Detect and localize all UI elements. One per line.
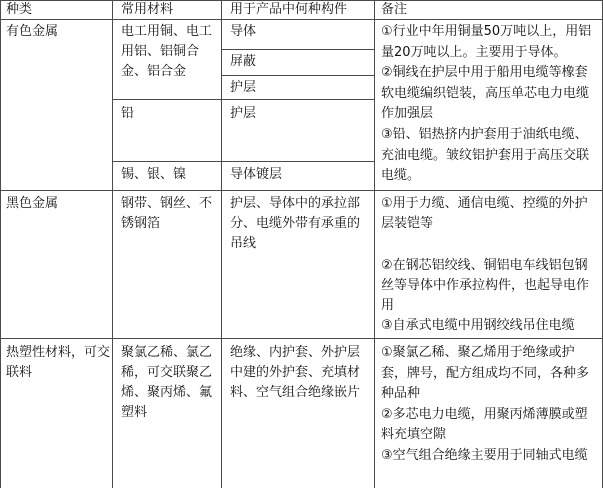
header-notes: 备注 xyxy=(381,2,408,17)
table-rule-left xyxy=(0,0,1,488)
table-rule-col-2 xyxy=(221,0,222,488)
component-shield: 屏蔽 xyxy=(230,54,257,69)
table-rule-col-1 xyxy=(112,0,113,488)
table-rule-ferrous xyxy=(0,190,603,191)
table-rule-row-tin xyxy=(112,161,374,162)
category-thermoplastic: 热塑性材料，可交联料 xyxy=(6,345,110,380)
materials-nonferrous-copper-aluminium: 电工用铜、电工用铝、铝铜合金、铝合金 xyxy=(121,24,213,79)
component-lead-sheath: 护层 xyxy=(230,106,257,121)
materials-nonferrous-tin: 锡、银、镍 xyxy=(121,167,187,182)
header-materials: 常用材料 xyxy=(121,2,174,17)
materials-nonferrous-lead: 铅 xyxy=(121,106,135,121)
components-ferrous: 护层、导体中的承拉部分、电缆外带有承重的吊线 xyxy=(230,196,361,251)
component-conductor: 导体 xyxy=(230,24,257,39)
notes-ferrous-2: ②在钢芯铝绞线、铜铝电车线铝包钢丝等导体中作承拉构件，也起导电作用 xyxy=(381,258,590,313)
category-nonferrous: 有色金属 xyxy=(6,24,59,39)
notes-thermoplastic: ①聚氯乙稀、聚乙烯用于绝缘或护套，牌号，配方组成均不同，各种多种品种 ②多芯电力电缆，用聚丙烯薄膜或塑料充填空隙 ③空气组合绝缘主要用于同轴式电缆 xyxy=(381,345,590,463)
component-conductor-plating: 导体镀层 xyxy=(230,167,283,182)
table-rule-col-3 xyxy=(374,0,375,488)
table-rule-comp-2 xyxy=(221,75,374,76)
components-thermoplastic: 绝缘、内护套、外护层中建的外护套、充填材料、空气组合绝缘嵌片 xyxy=(230,345,361,400)
notes-nonferrous: ①行业中年用铜量50万吨以上，用铝量20万吨以上。主要用于导体。 ②铜线在护层中用于船用电缆等橡套软电缆编织铠装，高压单芯电力电缆作加强层 ③铅、铝热挤内护套用于油纸电缆、充油电缆。皱纹铝护套用于高压交联电缆。 xyxy=(381,24,592,184)
component-sheath: 护层 xyxy=(230,80,257,95)
notes-ferrous-3: ③自承式电缆中用钢绞线吊住电缆 xyxy=(381,318,575,333)
table-rule-thermoplastic xyxy=(0,338,603,339)
materials-thermoplastic: 聚氯乙稀、氯乙稀，可交联聚乙烯、聚丙烯、氟塑料 xyxy=(121,345,213,420)
notes-ferrous-1: ①用于力缆、通信电缆、控缆的外护层装铠等 xyxy=(381,196,588,231)
category-ferrous: 黑色金属 xyxy=(6,196,59,211)
header-components: 用于产品中何种构件 xyxy=(230,2,348,17)
table-rule-comp-1 xyxy=(221,49,374,50)
materials-ferrous: 钢带、钢丝、不锈钢箔 xyxy=(121,196,213,231)
table-rule-row-lead xyxy=(112,99,374,100)
header-category: 种类 xyxy=(6,2,33,17)
